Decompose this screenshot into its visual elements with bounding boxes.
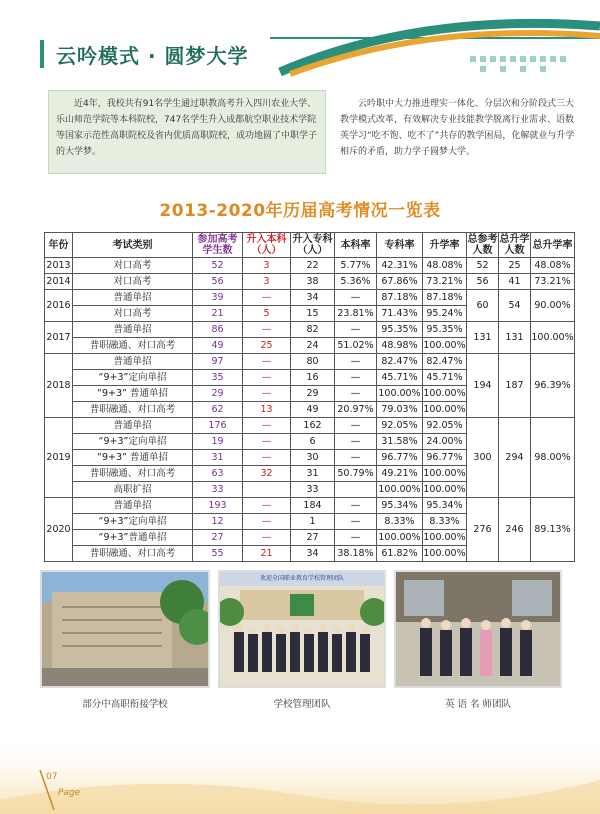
table-title: 2013-2020年历届高考情况一览表 [159, 201, 441, 221]
cell-rate: 95.34% [423, 498, 467, 514]
cell-bachelor: — [243, 386, 291, 402]
cell-year: 2019 [45, 418, 73, 498]
cell-students: 63 [193, 466, 243, 482]
cell-category: 普通单招 [73, 418, 193, 434]
cell-rate: 82.47% [423, 354, 467, 370]
cell-students: 56 [193, 274, 243, 290]
caption-partner-schools: 部分中高职衔接学校 [82, 699, 168, 710]
cell-bachelor: 3 [243, 258, 291, 274]
cell-students: 35 [193, 370, 243, 386]
cell-college-rate: 96.77% [377, 450, 423, 466]
cell-bachelor-rate: 51.02% [335, 338, 377, 354]
cell-college: 27 [291, 530, 335, 546]
cell-bachelor-rate: — [335, 434, 377, 450]
table-row [45, 498, 575, 514]
cell-bachelor: 32 [243, 466, 291, 482]
col-bachelor: 升入本科（人） [243, 233, 291, 258]
cell-bachelor: — [243, 290, 291, 306]
cell-college-rate: 31.58% [377, 434, 423, 450]
cell-bachelor-rate: — [335, 290, 377, 306]
cell-college: 6 [291, 434, 335, 450]
cell-college-rate: 92.05% [377, 418, 423, 434]
cell-year: 2018 [45, 354, 73, 418]
photo-partner-schools [40, 570, 210, 688]
cell-rate: 48.08% [423, 258, 467, 274]
cell-rate: 92.05% [423, 418, 467, 434]
table-row [45, 418, 575, 434]
caption-management-team: 学校管理团队 [273, 699, 331, 710]
cell-total-exam: 60 [467, 290, 499, 322]
cell-college: 15 [291, 306, 335, 322]
cell-category: 普职融通、对口高考 [73, 402, 193, 418]
cell-total-exam: 56 [467, 274, 499, 290]
cell-college-rate: 100.00% [377, 386, 423, 402]
cell-category: 普职融通、对口高考 [73, 466, 193, 482]
cell-college: 162 [291, 418, 335, 434]
cell-students: 97 [193, 354, 243, 370]
cell-college-rate: 45.71% [377, 370, 423, 386]
cell-year: 2016 [45, 290, 73, 322]
cell-students: 52 [193, 258, 243, 274]
cell-bachelor: — [243, 370, 291, 386]
cell-college: 34 [291, 290, 335, 306]
cell-total-exam: 276 [467, 498, 499, 562]
cell-college-rate: 61.82% [377, 546, 423, 562]
cell-rate: 45.71% [423, 370, 467, 386]
cell-bachelor: — [243, 514, 291, 530]
cell-category: 普通单招 [73, 322, 193, 338]
cell-bachelor-rate: — [335, 514, 377, 530]
cell-total-rate: 48.08% [531, 258, 575, 274]
table-row [45, 258, 575, 274]
col-total-rate: 总升学率 [531, 233, 575, 258]
cell-bachelor: — [243, 418, 291, 434]
cell-college-rate: 100.00% [377, 530, 423, 546]
cell-bachelor-rate: — [335, 370, 377, 386]
cell-bachelor-rate: 50.79% [335, 466, 377, 482]
cell-total-rate: 98.00% [531, 418, 575, 498]
cell-bachelor: — [243, 530, 291, 546]
cell-bachelor: 25 [243, 338, 291, 354]
cell-bachelor-rate: 23.81% [335, 306, 377, 322]
cell-college-rate: 79.03% [377, 402, 423, 418]
cell-category: “9+3” 普通单招 [73, 450, 193, 466]
cell-college: 24 [291, 338, 335, 354]
cell-rate: 100.00% [423, 466, 467, 482]
cell-bachelor-rate: 20.97% [335, 402, 377, 418]
cell-bachelor-rate: 5.36% [335, 274, 377, 290]
cell-category: “9+3” 普通单招 [73, 386, 193, 402]
cell-category: “9+3”定向单招 [73, 514, 193, 530]
cell-bachelor-rate: — [335, 418, 377, 434]
cell-college-rate: 87.18% [377, 290, 423, 306]
cell-rate: 24.00% [423, 434, 467, 450]
cell-students: 33 [193, 482, 243, 498]
cell-college-rate: 67.86% [377, 274, 423, 290]
cell-college: 49 [291, 402, 335, 418]
cell-bachelor: 13 [243, 402, 291, 418]
cell-rate: 100.00% [423, 386, 467, 402]
cell-college: 33 [291, 482, 335, 498]
banner-text: 欢迎全国职业教育学校管理团队 [259, 575, 344, 582]
cell-students: 27 [193, 530, 243, 546]
cell-college-rate: 95.34% [377, 498, 423, 514]
caption-english-teachers: 英 语 名 师团队 [444, 699, 512, 710]
cell-total-rate: 100.00% [531, 322, 575, 354]
cell-bachelor: 3 [243, 274, 291, 290]
stats-table [44, 232, 575, 562]
teachers-photo-image [396, 572, 560, 686]
cell-total-exam: 194 [467, 354, 499, 418]
cell-bachelor-rate [335, 482, 377, 498]
cell-college-rate: 82.47% [377, 354, 423, 370]
cell-total-admit: 41 [499, 274, 531, 290]
cell-total-rate: 73.21% [531, 274, 575, 290]
cell-college: 29 [291, 386, 335, 402]
cell-bachelor: — [243, 434, 291, 450]
intro-right-text: 云吟职中大力推进理实一体化、分层次和分阶段式三大教学模式改革，有效解决专业技能教学脱离行业需求、语数英学习“吃不饱、吃不了”共存的教学困局，化解就业与升学相斥的矛盾，助力学子圆梦大学。 [340, 99, 575, 157]
cell-category: 对口高考 [73, 306, 193, 322]
page-word: Page [58, 788, 81, 798]
col-college-rate: 专科率 [377, 233, 423, 258]
cell-total-admit: 294 [499, 418, 531, 498]
page-title: 云吟模式 · 圆梦大学 [56, 44, 249, 68]
cell-students: 12 [193, 514, 243, 530]
cell-category: “9+3”普通单招 [73, 530, 193, 546]
cell-category: 普通单招 [73, 498, 193, 514]
page-header [0, 0, 600, 80]
cell-bachelor-rate: — [335, 386, 377, 402]
cell-students: 176 [193, 418, 243, 434]
cell-rate: 100.00% [423, 530, 467, 546]
cell-bachelor-rate: 38.18% [335, 546, 377, 562]
cell-bachelor-rate: 5.77% [335, 258, 377, 274]
table-header-row [45, 233, 575, 258]
cell-category: “9+3”定向单招 [73, 434, 193, 450]
cell-total-exam: 52 [467, 258, 499, 274]
cell-rate: 8.33% [423, 514, 467, 530]
cell-college: 16 [291, 370, 335, 386]
cell-year: 2014 [45, 274, 73, 290]
cell-category: 普职融通、对口高考 [73, 546, 193, 562]
cell-students: 31 [193, 450, 243, 466]
cell-college: 184 [291, 498, 335, 514]
col-total-admit: 总升学人数 [499, 234, 530, 256]
table-row [45, 322, 575, 338]
intro-left-text: 近4年，我校共有91名学生通过职教高考升入四川农业大学、乐山师范学院等本科院校，747名学生升入成都航空职业技术学院等国家示范性高职院校及省内优质高职院校，成功地圆了中职学子的大学梦。 [56, 99, 318, 157]
cell-year: 2013 [45, 258, 73, 274]
cell-bachelor: 5 [243, 306, 291, 322]
cell-college-rate: 95.35% [377, 322, 423, 338]
cell-total-admit: 246 [499, 498, 531, 562]
cell-rate: 95.24% [423, 306, 467, 322]
cell-students: 39 [193, 290, 243, 306]
cell-rate: 96.77% [423, 450, 467, 466]
cell-bachelor-rate: — [335, 322, 377, 338]
cell-total-rate: 89.13% [531, 498, 575, 562]
table-row [45, 290, 575, 306]
col-rate: 升学率 [423, 233, 467, 258]
cell-college: 30 [291, 450, 335, 466]
cell-category: 对口高考 [73, 274, 193, 290]
cell-bachelor: — [243, 354, 291, 370]
cell-bachelor: — [243, 498, 291, 514]
cell-bachelor-rate: — [335, 530, 377, 546]
cell-bachelor: 21 [243, 546, 291, 562]
cell-year: 2020 [45, 498, 73, 562]
cell-rate: 100.00% [423, 402, 467, 418]
cell-rate: 87.18% [423, 290, 467, 306]
cell-students: 49 [193, 338, 243, 354]
col-students: 参加高考学生数 [193, 233, 243, 258]
col-category: 考试类别 [73, 233, 193, 258]
cell-category: 高职扩招 [73, 482, 193, 498]
cell-total-admit: 25 [499, 258, 531, 274]
cell-bachelor: — [243, 322, 291, 338]
cell-category: 普通单招 [73, 354, 193, 370]
cell-total-exam: 300 [467, 418, 499, 498]
cell-college: 38 [291, 274, 335, 290]
cell-rate: 100.00% [423, 482, 467, 498]
cell-year: 2017 [45, 322, 73, 354]
col-total-exam: 总参考人数 [467, 234, 498, 256]
cell-category: 对口高考 [73, 258, 193, 274]
cell-college-rate: 49.21% [377, 466, 423, 482]
col-college: 升入专科（人） [292, 234, 333, 256]
stone-wall-image [42, 572, 208, 686]
col-year: 年份 [45, 233, 73, 258]
cell-total-admit: 187 [499, 354, 531, 418]
cell-bachelor-rate: — [335, 498, 377, 514]
cell-total-admit: 54 [499, 290, 531, 322]
cell-college: 82 [291, 322, 335, 338]
cell-students: 193 [193, 498, 243, 514]
photo-management-team [218, 570, 386, 688]
cell-rate: 73.21% [423, 274, 467, 290]
table-row [45, 274, 575, 290]
cell-college: 34 [291, 546, 335, 562]
col-bachelor-rate: 本科率 [335, 233, 377, 258]
cell-total-rate: 96.39% [531, 354, 575, 418]
footer-decoration [0, 740, 600, 814]
cell-category: 普职融通、对口高考 [73, 338, 193, 354]
cell-students: 19 [193, 434, 243, 450]
cell-college-rate: 71.43% [377, 306, 423, 322]
cell-total-rate: 90.00% [531, 290, 575, 322]
cell-students: 62 [193, 402, 243, 418]
cell-category: “9+3”定向单招 [73, 370, 193, 386]
page-number: 07 [46, 772, 58, 782]
cell-college: 22 [291, 258, 335, 274]
cell-college: 80 [291, 354, 335, 370]
cell-students: 86 [193, 322, 243, 338]
cell-students: 55 [193, 546, 243, 562]
cell-total-exam: 131 [467, 322, 499, 354]
cell-total-admit: 131 [499, 322, 531, 354]
cell-college-rate: 100.00% [377, 482, 423, 498]
team-photo-image [220, 572, 384, 686]
cell-college-rate: 42.31% [377, 258, 423, 274]
cell-rate: 100.00% [423, 338, 467, 354]
cell-college-rate: 8.33% [377, 514, 423, 530]
cell-students: 21 [193, 306, 243, 322]
photo-english-teachers [394, 570, 562, 688]
cell-rate: 100.00% [423, 546, 467, 562]
cell-bachelor: — [243, 450, 291, 466]
cell-college-rate: 48.98% [377, 338, 423, 354]
cell-category: 普通单招 [73, 290, 193, 306]
cell-college: 1 [291, 514, 335, 530]
table-row [45, 354, 575, 370]
cell-bachelor-rate: — [335, 450, 377, 466]
cell-rate: 95.35% [423, 322, 467, 338]
cell-bachelor [243, 482, 291, 498]
cell-college: 31 [291, 466, 335, 482]
cell-students: 29 [193, 386, 243, 402]
header-bar [40, 40, 44, 68]
cell-bachelor-rate: — [335, 354, 377, 370]
